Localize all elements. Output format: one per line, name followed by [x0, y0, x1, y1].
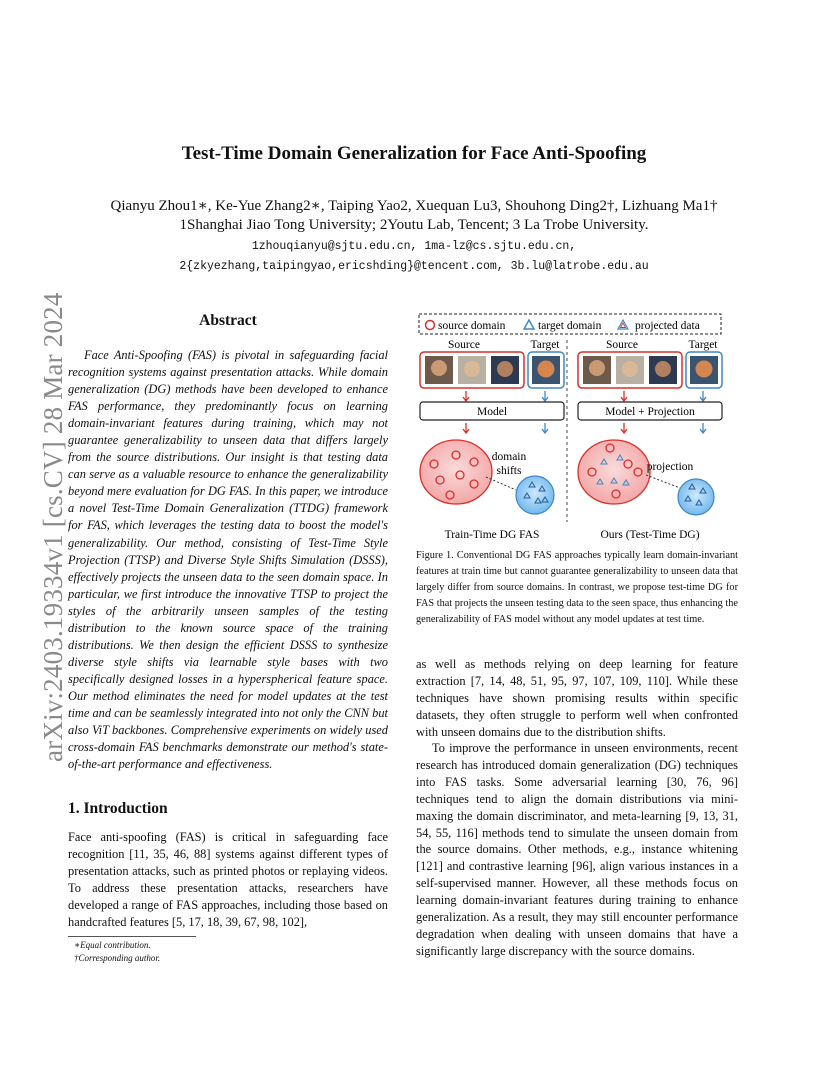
right-paragraph-2: To improve the performance in unseen environments, recent research has introduced domain generalization (DG) techniques into FAS tasks. Some adversarial learning [30, 76, 96] techniques tend to align the domain distributions via mini-maxing the domain discriminator, and meta-learning [9, 13, 31, 54, 55, 116] methods tend to simulate the unseen domain from the source domains. Other methods, e.g., instance whitening [121] and contrastive learning [96], align various instances in a self-supervised manner. However, all these methods focus on learning domain-invariant features during training to enhance generalization. As a result, they may still encounter performance degradation when dealing with unseen domains that have a significantly large discrepancy with the source domains. — [416, 741, 738, 958]
train-time-label: Train-Time DG FAS — [444, 529, 540, 541]
legend-target-label: target domain — [538, 320, 602, 332]
affiliations: 1Shanghai Jiao Tong University; 2Youtu Lab, Tencent; 3 La Trobe University. — [179, 217, 649, 233]
domain-shifts-word-2: shifts — [496, 465, 522, 477]
paper-title: Test-Time Domain Generalization for Face Anti-Spoofing — [181, 143, 647, 164]
intro-paragraph: Face anti-spoofing (FAS) is critical in safeguarding face recognition [11, 35, 46, 88] systems against different types of presentation attacks, such as printed photos or replaying videos. To address these presentation attacks, researchers have developed a range of FAS approaches, including those based on handcrafted features [5, 17, 18, 39, 67, 98, 102], — [68, 830, 388, 929]
domain-shifts-word-1: domain — [491, 451, 527, 463]
section-heading-introduction: 1. Introduction — [68, 800, 168, 817]
legend-source-label: source domain — [438, 320, 506, 332]
arxiv-id: arXiv:2403.19334v1 [cs.CV] 28 Mar 2024 — [38, 292, 68, 762]
left-source-header: Source — [448, 339, 480, 351]
model-projection-label: Model + Projection — [605, 406, 695, 418]
shift-arrow — [486, 477, 516, 490]
figure-caption: Figure 1. Conventional DG FAS approaches typically learn domain-invariant features at train time but cannot guarantee generalizability to unseen data that largely differ from source domains. In contrast, we propose test-time DG for FAS that projects the unseen testing data to the seen space, thus enhancing the generalizability of FAS model without any model updates at test time. — [416, 550, 738, 625]
projection-arrow — [646, 475, 680, 488]
author-list: Qianyu Zhou1∗, Ke-Yue Zhang2∗, Taiping Yao2, Xuequan Lu3, Shouhong Ding2†, Lizhuang Ma1† — [110, 198, 718, 214]
legend-projected-label: projected data — [635, 320, 700, 332]
right-source-header: Source — [606, 339, 638, 351]
footnote-rule — [68, 936, 196, 937]
footnote-corresponding-author: †Corresponding author. — [74, 953, 161, 963]
figure-1 — [414, 312, 738, 548]
projection-label: projection — [646, 461, 694, 473]
footnote-equal-contribution: ∗Equal contribution. — [74, 940, 151, 950]
email-line-1[interactable]: 1zhouqianyu@sjtu.edu.cn, 1ma-lz@cs.sjtu.edu.cn, — [251, 240, 577, 253]
arxiv-watermark — [18, 282, 68, 762]
test-time-label: Ours (Test-Time DG) — [600, 529, 700, 541]
source-domain-cluster — [420, 440, 492, 504]
abstract-body: Face Anti-Spoofing (FAS) is pivotal in safeguarding facial recognition systems against presentation attacks. While domain generalization (DG) methods have been developed to enhance FAS performance, they predominantly focus on learning domain-invariant features during training, which may not guarantee generalizability to unseen data that differs largely from the source distributions. Our insight is that testing data can serve as a valuable resource to enhance the generalizability beyond mere evaluation for DG FAS. In this paper, we introduce a novel Test-Time Domain Generalization (TTDG) framework for FAS, which leverages the testing data to boost the model's generalizability. Our method, consisting of Test-Time Style Projection (TTSP) and Diverse Style Shifts Simulation (DSSS), effectively projects the unseen data to the seen domain space. In particular, we first introduce the innovative TTSP to project the styles of the arbitrarily unseen samples of the testing distribution to the known source space of the training distributions. We then design the efficient DSSS to synthesize diverse style shifts via learnable style bases with two specifically designed losses in a hyperspherical feature space. Our method eliminates the need for model updates at the test time and can be seamlessly integrated into not only the CNN but also ViT backbones. Comprehensive experiments on widely used cross-domain FAS benchmarks demonstrate our method's state-of-the-art performance and effectiveness. — [68, 348, 388, 772]
right-paragraph-1: as well as methods relying on deep learning for feature extraction [7, 14, 48, 51, 95, 97, 107, 109, 110]. While these techniques have shown promising results within specific datasets, they often struggle to perform well when confronted with unseen domains due to the distribution shifts. — [416, 657, 738, 739]
right-target-header: Target — [688, 339, 718, 351]
email-line-2[interactable]: 2{zkyezhang,taipingyao,ericshding}@tencent.com, 3b.lu@latrobe.edu.au — [179, 260, 649, 273]
model-label: Model — [476, 406, 508, 418]
target-domain-cluster — [516, 476, 554, 514]
abstract-heading: Abstract — [199, 312, 257, 329]
left-target-header: Target — [530, 339, 560, 351]
target-data-cluster — [678, 479, 714, 515]
target-triangle-icon — [524, 320, 534, 329]
source-circle-icon — [426, 321, 435, 330]
